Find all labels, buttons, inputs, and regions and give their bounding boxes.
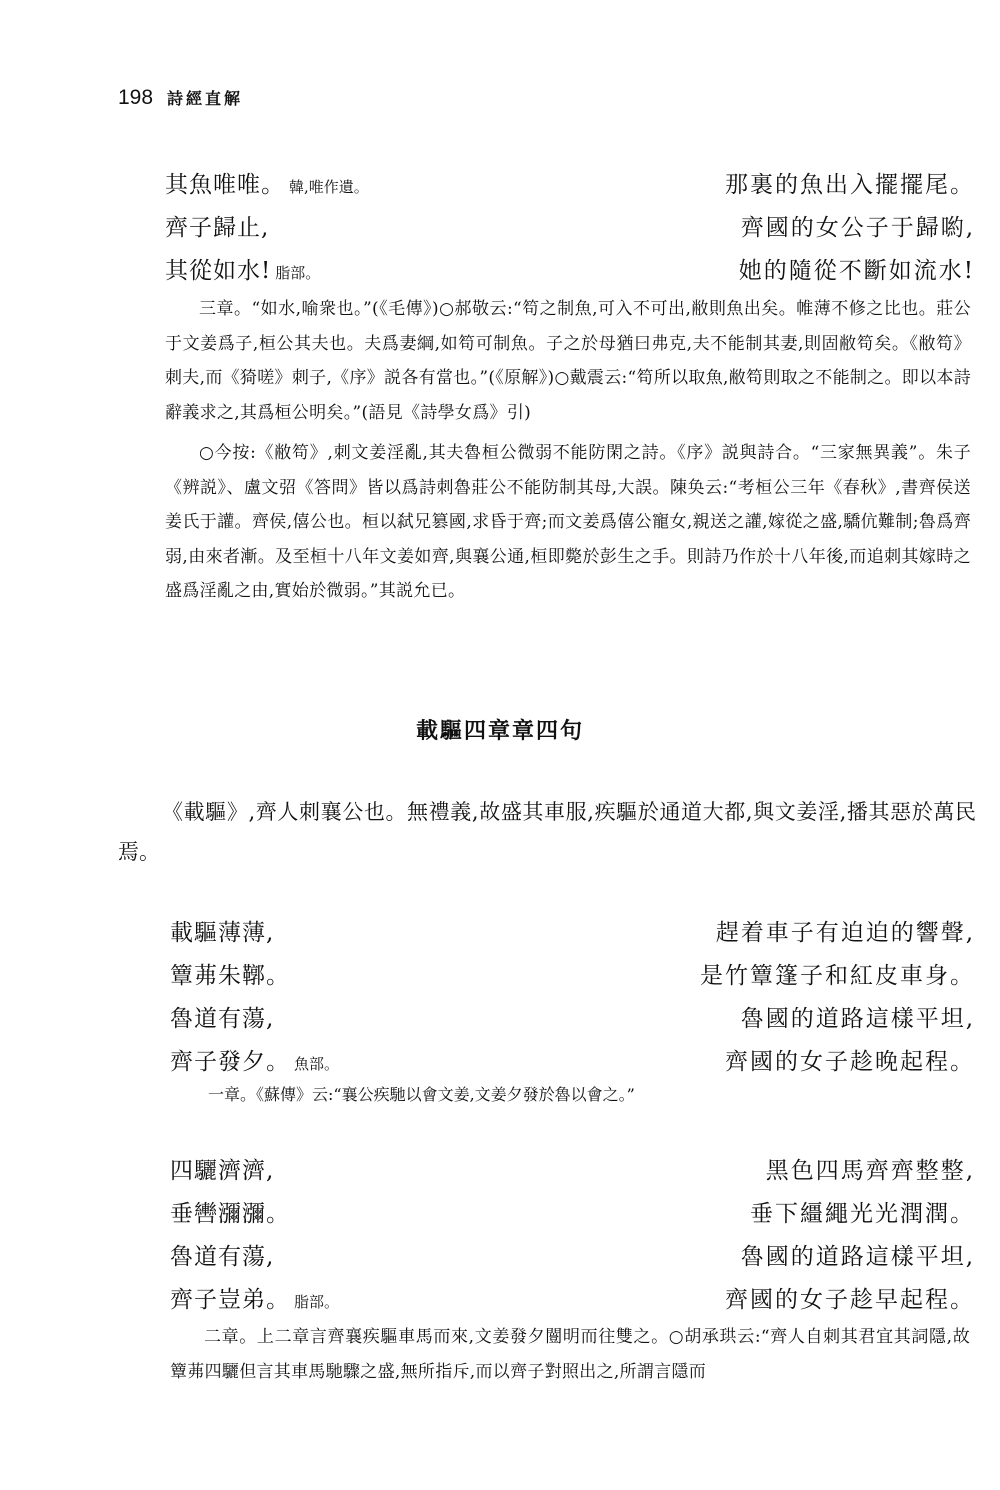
page-header [118, 86, 243, 122]
verse-line [170, 1150, 975, 1193]
poem-preface [118, 792, 976, 872]
verse-line [170, 955, 975, 998]
section-title: 載驅四章章四句 [415, 719, 584, 744]
verse-line [170, 998, 975, 1041]
verse-line [170, 1041, 975, 1084]
verse-line [170, 912, 975, 955]
commentary-paragraph: 二章。上二章言齊襄疾驅車馬而來,文姜發夕闓明而往雙之。○胡承珙云:“齊人自刺其君宜其詞隱,故簟茀四驪但言其車馬馳驟之盛,無所指斥,而以齊子對照出之,所謂言隱而 [170, 1327, 970, 1382]
verse-translation: 齊國的女子趁晚起程。 [725, 1049, 975, 1075]
verse-translation: 魯國的道路這樣平坦, [740, 1006, 975, 1032]
verse-translation: 齊國的女公子于歸喲, [740, 215, 975, 241]
stanza3-commentary [165, 292, 971, 609]
commentary-paragraph: 三章。“如水,喻衆也。”(《毛傳》)○郝敬云:“笱之制魚,可入不可出,敝則魚出矣。帷薄不修之比也。莊公于文姜爲子,桓公其夫也。夫爲妻綱,如笱可制魚。子之於母猶曰弗克,夫不能制其妻,則固敝笱矣。《敝笱》刺夫,而《猗嗟》刺子,《序》説各有當也。”(《原解》)○戴震云:“笱所以取魚,敝笱則取之不能制之。即以本詩辭義求之,其爲桓公明矣。”(語見《詩學女爲》引) [165, 299, 971, 423]
page-number: 198 [118, 86, 154, 109]
verse-translation: 她的隨從不斷如流水! [738, 258, 975, 284]
verse-line [170, 1236, 975, 1279]
rhyme-note: 脂部。 [275, 264, 321, 282]
verse-translation: 趕着車子有迫迫的響聲, [715, 920, 975, 946]
verse-line [165, 207, 975, 250]
stanza2-commentary [170, 1320, 970, 1389]
verse-translation: 是竹簟篷子和紅皮車身。 [700, 963, 975, 989]
verse-original: 其魚唯唯。 韓,唯作遺。 [165, 172, 369, 198]
verse-line [170, 1279, 975, 1322]
stanza2-verse [170, 1150, 975, 1322]
rhyme-note: 脂部。 [294, 1293, 340, 1311]
verse-original: 齊子歸止, [165, 215, 270, 241]
verse-translation: 那裏的魚出入擺擺尾。 [725, 172, 975, 198]
verse-original: 載驅薄薄, [170, 920, 275, 946]
verse-original: 齊子發夕。 魚部。 [170, 1049, 340, 1075]
verse-original: 簟茀朱鞹。 [170, 963, 290, 989]
rhyme-note: 韓,唯作遺。 [289, 178, 369, 196]
verse-translation: 魯國的道路這樣平坦, [740, 1244, 975, 1270]
verse-original: 其從如水! 脂部。 [165, 258, 321, 284]
stanza1-verse [170, 912, 975, 1084]
stanza3-verse [165, 164, 975, 293]
verse-line [170, 1193, 975, 1236]
preface-text: 《載驅》,齊人刺襄公也。無禮義,故盛其車服,疾驅於通道大都,與文姜淫,播其惡於萬民焉。 [118, 800, 976, 864]
verse-original: 四驪濟濟, [170, 1158, 275, 1184]
commentary-paragraph: ○今按:《敝笱》,刺文姜淫亂,其夫魯桓公微弱不能防閑之詩。《序》説與詩合。“三家無異義”。朱子《辨説》、盧文弨《答問》皆以爲詩刺魯莊公不能防制其母,大誤。陳奂云:“考桓公三年《春秋》,書齊侯送姜氏于讙。齊侯,僖公也。桓以弑兄篡國,求昏于齊;而文姜爲僖公寵女,親送之讙,嫁從之盛,驕伉難制;魯爲齊弱,由來者漸。及至桓十八年文姜如齊,與襄公通,桓即斃於彭生之手。則詩乃作於十八年後,而追刺其嫁時之盛爲淫亂之由,實始於微弱。”其説允已。 [165, 443, 971, 601]
verse-line [165, 164, 975, 207]
verse-translation: 垂下繮繩光光潤潤。 [750, 1201, 975, 1227]
rhyme-note: 魚部。 [294, 1055, 340, 1073]
verse-original: 魯道有蕩, [170, 1244, 275, 1270]
verse-translation: 黑色四馬齊齊整整, [765, 1158, 975, 1184]
verse-translation: 齊國的女子趁早起程。 [725, 1287, 975, 1313]
verse-original: 垂轡瀰瀰。 [170, 1201, 290, 1227]
verse-line [165, 250, 975, 293]
stanza1-note: 一章。《蘇傳》云:“襄公疾馳以會文姜,文姜夕發於魯以會之。” [208, 1085, 635, 1104]
book-title: 詩經直解 [167, 89, 244, 108]
verse-original: 魯道有蕩, [170, 1006, 275, 1032]
verse-original: 齊子豈弟。 脂部。 [170, 1287, 340, 1313]
